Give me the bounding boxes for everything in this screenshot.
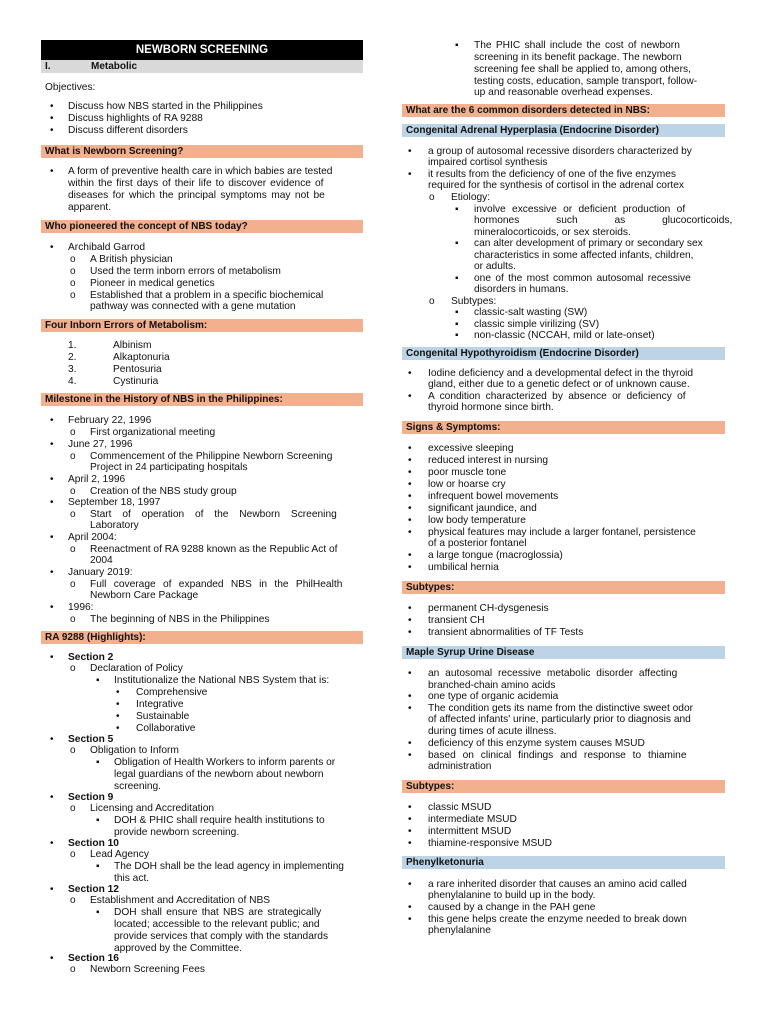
- square-bullet-icon: ▪: [455, 204, 459, 215]
- symptom-item: reduced interest in nursing: [428, 455, 549, 466]
- cah-subtype: classic-salt wasting (SW): [474, 307, 588, 318]
- bullet-icon: •: [116, 711, 120, 722]
- section-header-metabolic: [41, 60, 363, 73]
- header-msud: Maple Syrup Urine Disease: [402, 646, 725, 659]
- bullet-icon: •: [408, 479, 412, 490]
- header-pioneer: Who pioneered the concept of NBS today?: [41, 220, 363, 233]
- phic-line: screening fee shall be applied to, among others,: [474, 64, 691, 75]
- pioneer-fact: pathway was connected with a gene mutation: [90, 301, 296, 312]
- inborn-number: 1.: [68, 340, 77, 351]
- bullet-icon: •: [408, 691, 412, 702]
- header-what-is-nbs: What is Newborn Screening?: [41, 145, 363, 158]
- sub-bullet-icon: o: [70, 745, 76, 756]
- etiology-line: disorders in humans.: [474, 284, 569, 295]
- section-5-detail: legal guardians of the newborn about newborn: [114, 769, 324, 780]
- ch-line: gland, either due to a genetic defect or of unknown cause.: [428, 379, 690, 390]
- section-2-detail: Institutionalize the National NBS System that is:: [114, 675, 330, 686]
- header-six-disorders: What are the 6 common disorders detected in NBS:: [402, 104, 725, 117]
- inborn-number: 2.: [68, 352, 77, 363]
- msud-subtype: intermediate MSUD: [428, 814, 517, 825]
- sub-bullet-icon: o: [70, 544, 76, 555]
- msud-line: one type of organic acidemia: [428, 691, 559, 702]
- bullet-icon: •: [50, 101, 54, 112]
- msud-subtype: thiamine-responsive MSUD: [428, 838, 552, 849]
- inborn-number: 3.: [68, 364, 77, 375]
- square-bullet-icon: ▪: [96, 907, 100, 918]
- inborn-item: Cystinuria: [113, 376, 159, 387]
- bullet-icon: •: [408, 169, 412, 180]
- pku-line: a rare inherited disorder that causes an amino acid called: [428, 879, 687, 890]
- bullet-icon: •: [50, 884, 54, 895]
- objective-item: Discuss highlights of RA 9288: [68, 113, 203, 124]
- cah-line: impaired cortisol synthesis: [428, 157, 548, 168]
- section-12-detail: approved by the Committee.: [114, 943, 242, 954]
- bullet-icon: •: [408, 668, 412, 679]
- header-ch-subtypes: Subtypes:: [402, 581, 725, 594]
- symptom-item: low body temperature: [428, 515, 526, 526]
- milestone-event: First organizational meeting: [90, 427, 216, 438]
- symptom-item: poor muscle tone: [428, 467, 507, 478]
- bullet-icon: •: [50, 532, 54, 543]
- sub-bullet-icon: o: [70, 803, 76, 814]
- pioneer-fact: Used the term inborn errors of metabolism: [90, 266, 281, 277]
- bullet-icon: •: [50, 113, 54, 124]
- bullet-icon: •: [408, 914, 412, 925]
- section-10-detail: this act.: [114, 873, 150, 884]
- symptom-item: a large tongue (macroglossia): [428, 550, 563, 561]
- sub-bullet-icon: o: [70, 486, 76, 497]
- objective-item: Discuss how NBS started in the Philippines: [68, 101, 263, 112]
- cah-subtype: classic simple virilizing (SV): [474, 319, 600, 330]
- section-5-title: Section 5: [68, 734, 114, 745]
- ch-line: thyroid hormone since birth.: [428, 402, 554, 413]
- sub-bullet-icon: o: [70, 451, 76, 462]
- sub-bullet-icon: o: [70, 427, 76, 438]
- bullet-icon: •: [408, 527, 412, 538]
- bullet-icon: •: [408, 562, 412, 573]
- sub-bullet-icon: o: [70, 509, 76, 520]
- document-title: NEWBORN SCREENING: [41, 40, 363, 60]
- sub-bullet-icon: o: [429, 192, 435, 203]
- sub-bullet-icon: o: [70, 663, 76, 674]
- inborn-number: 4.: [68, 376, 77, 387]
- etiology-line: can alter development of primary or secondary sex: [474, 238, 703, 249]
- square-bullet-icon: ▪: [455, 273, 459, 284]
- bullet-icon: •: [408, 603, 412, 614]
- bullet-icon: •: [408, 703, 412, 714]
- inborn-item: Pentosuria: [113, 364, 162, 375]
- header-ra9288: RA 9288 (Highlights):: [41, 631, 363, 644]
- milestone-date: April 2004:: [68, 532, 117, 543]
- section-2-sub: Declaration of Policy: [90, 663, 183, 674]
- inborn-item: Alkaptonuria: [113, 352, 170, 363]
- bullet-icon: •: [50, 166, 54, 177]
- bullet-icon: •: [50, 242, 54, 253]
- etiology-label: Etiology:: [451, 192, 491, 203]
- msud-line: during times of acute illness.: [428, 726, 557, 737]
- bullet-icon: •: [50, 474, 54, 485]
- ch-line: A condition characterized by absence or deficiency of: [428, 391, 686, 402]
- bullet-icon: •: [408, 467, 412, 478]
- objective-item: Discuss different disorders: [68, 125, 188, 136]
- section-5-detail: Obligation of Health Workers to inform parents or: [114, 757, 336, 768]
- phic-line: The PHIC shall include the cost of newborn: [474, 40, 680, 51]
- square-bullet-icon: ▪: [96, 815, 100, 826]
- bullet-icon: •: [408, 491, 412, 502]
- pioneer-name: Archibald Garrod: [68, 242, 146, 253]
- section-5-sub: Obligation to Inform: [90, 745, 179, 756]
- bullet-icon: •: [50, 953, 54, 964]
- milestone-event: Newborn Care Package: [90, 590, 199, 601]
- section-16-title: Section 16: [68, 953, 119, 964]
- phic-line: screening in its benefit package. The newborn: [474, 52, 682, 63]
- policy-item: Comprehensive: [136, 687, 208, 698]
- msud-subtype: classic MSUD: [428, 802, 492, 813]
- symptom-item: excessive sleeping: [428, 443, 514, 454]
- bullet-icon: •: [50, 125, 54, 136]
- bullet-icon: •: [408, 550, 412, 561]
- inborn-item: Albinism: [113, 340, 152, 351]
- square-bullet-icon: ▪: [455, 40, 459, 51]
- section-12-title: Section 12: [68, 884, 119, 895]
- header-cah: Congenital Adrenal Hyperplasia (Endocrine Disorder): [402, 124, 725, 137]
- bullet-icon: •: [408, 443, 412, 454]
- cah-line: required for the synthesis of cortisol in the adrenal cortex: [428, 180, 684, 191]
- section-12-detail: DOH shall ensure that NBS are strategically: [114, 907, 322, 918]
- sub-bullet-icon: o: [429, 296, 435, 307]
- definition-line: diseases for which the principal symptoms may not be: [68, 190, 325, 201]
- phic-line: up and reasonable overhead expenses.: [474, 87, 653, 98]
- etiology-line: or adults.: [474, 261, 516, 272]
- square-bullet-icon: ▪: [96, 675, 100, 686]
- pku-line: caused by a change in the PAH gene: [428, 902, 596, 913]
- bullet-icon: •: [408, 750, 412, 761]
- ch-subtype: transient abnormalities of TF Tests: [428, 627, 584, 638]
- pioneer-fact: A British physician: [90, 254, 173, 265]
- definition-line: apparent.: [68, 202, 112, 213]
- phic-line: testing costs, education, sample transport, follow-: [474, 76, 698, 87]
- subtypes-label: Subtypes:: [451, 296, 497, 307]
- sub-bullet-icon: o: [70, 895, 76, 906]
- bullet-icon: •: [408, 814, 412, 825]
- square-bullet-icon: ▪: [455, 330, 459, 341]
- section-5-detail: screening.: [114, 781, 162, 792]
- milestone-event: Commencement of the Philippine Newborn Screening: [90, 451, 333, 462]
- symptom-item: umbilical hernia: [428, 562, 499, 573]
- etiology-line: hormones such as glucocorticoids,: [474, 215, 733, 226]
- sub-bullet-icon: o: [70, 579, 76, 590]
- section-10-title: Section 10: [68, 838, 119, 849]
- square-bullet-icon: ▪: [455, 319, 459, 330]
- bullet-icon: •: [408, 826, 412, 837]
- section-12-detail: provide services that comply with the standards: [114, 931, 329, 942]
- bullet-icon: •: [408, 368, 412, 379]
- bullet-icon: •: [116, 687, 120, 698]
- bullet-icon: •: [408, 515, 412, 526]
- milestone-date: June 27, 1996: [68, 439, 133, 450]
- bullet-icon: •: [50, 734, 54, 745]
- msud-line: deficiency of this enzyme system causes MSUD: [428, 738, 645, 749]
- msud-line: administration: [428, 761, 492, 772]
- bullet-icon: •: [408, 391, 412, 402]
- milestone-date: January 2019:: [68, 567, 133, 578]
- bullet-icon: •: [50, 602, 54, 613]
- section-9-title: Section 9: [68, 792, 114, 803]
- section-label: Metabolic: [91, 61, 138, 72]
- bullet-icon: •: [50, 415, 54, 426]
- square-bullet-icon: ▪: [96, 757, 100, 768]
- etiology-line: one of the most common autosomal recessive: [474, 273, 691, 284]
- section-9-detail: provide newborn screening.: [114, 827, 240, 838]
- symptom-item: of a posterior fontanel: [428, 538, 527, 549]
- bullet-icon: •: [50, 439, 54, 450]
- milestone-date: April 2, 1996: [68, 474, 126, 485]
- section-9-detail: DOH & PHIC shall require health institutions to: [114, 815, 325, 826]
- bullet-icon: •: [408, 838, 412, 849]
- square-bullet-icon: ▪: [455, 238, 459, 249]
- section-number: I.: [45, 61, 51, 72]
- bullet-icon: •: [408, 615, 412, 626]
- pioneer-fact: Pioneer in medical genetics: [90, 278, 215, 289]
- etiology-line: involve excessive or deficient production of: [474, 204, 686, 215]
- bullet-icon: •: [50, 497, 54, 508]
- cah-line: a group of autosomal recessive disorders characterized by: [428, 146, 692, 157]
- definition-line: A form of preventive health care in which babies are tested: [68, 166, 333, 177]
- sub-bullet-icon: o: [70, 290, 76, 301]
- milestone-date: September 18, 1997: [68, 497, 161, 508]
- section-12-sub: Establishment and Accreditation of NBS: [90, 895, 271, 906]
- policy-item: Integrative: [136, 699, 184, 710]
- bullet-icon: •: [116, 699, 120, 710]
- objectives-label: Objectives:: [45, 82, 96, 93]
- bullet-icon: •: [408, 627, 412, 638]
- ch-subtype: transient CH: [428, 615, 485, 626]
- header-signs-symptoms: Signs & Symptoms:: [402, 421, 725, 434]
- milestone-event: Project in 24 participating hospitals: [90, 462, 248, 473]
- bullet-icon: •: [50, 838, 54, 849]
- etiology-line: mineralocorticoids, or sex steroids.: [474, 227, 631, 238]
- sub-bullet-icon: o: [70, 254, 76, 265]
- header-pku: Phenylketonuria: [402, 856, 725, 869]
- square-bullet-icon: ▪: [96, 861, 100, 872]
- msud-line: The condition gets its name from the distinctive sweet odor: [428, 703, 694, 714]
- bullet-icon: •: [408, 503, 412, 514]
- ch-line: Iodine deficiency and a developmental defect in the thyroid: [428, 368, 694, 379]
- milestone-event: Full coverage of expanded NBS in the PhilHealth: [90, 579, 343, 590]
- policy-item: Collaborative: [136, 723, 196, 734]
- milestone-event: Start of operation of the Newborn Screening: [90, 509, 337, 520]
- milestone-event: The beginning of NBS in the Philippines: [90, 614, 270, 625]
- pioneer-fact: Established that a problem in a specific biochemical: [90, 290, 324, 301]
- header-msud-subtypes: Subtypes:: [402, 780, 725, 793]
- bullet-icon: •: [116, 723, 120, 734]
- msud-line: branched-chain amino acids: [428, 680, 556, 691]
- symptom-item: low or hoarse cry: [428, 479, 506, 490]
- bullet-icon: •: [408, 738, 412, 749]
- definition-line: within the first days of their life to discover evidence of: [68, 178, 324, 189]
- symptom-item: infrequent bowel movements: [428, 491, 559, 502]
- section-2-title: Section 2: [68, 652, 114, 663]
- bullet-icon: •: [50, 567, 54, 578]
- header-milestone: Milestone in the History of NBS in the Philippines:: [41, 393, 363, 406]
- bullet-icon: •: [408, 455, 412, 466]
- sub-bullet-icon: o: [70, 849, 76, 860]
- header-inborn-errors: Four Inborn Errors of Metabolism:: [41, 319, 363, 332]
- msud-line: based on clinical findings and response to thiamine: [428, 750, 687, 761]
- square-bullet-icon: ▪: [455, 307, 459, 318]
- bullet-icon: •: [408, 146, 412, 157]
- cah-line: it results from the deficiency of one of the five enzymes: [428, 169, 677, 180]
- pku-line: phenylalanine: [428, 925, 491, 936]
- milestone-event: Creation of the NBS study group: [90, 486, 237, 497]
- section-16-sub: Newborn Screening Fees: [90, 964, 205, 975]
- milestone-event: Reenactment of RA 9288 known as the Republic Act of: [90, 544, 338, 555]
- sub-bullet-icon: o: [70, 614, 76, 625]
- bullet-icon: •: [50, 652, 54, 663]
- etiology-line: characteristics in some affected infants, children,: [474, 250, 694, 261]
- milestone-event: 2004: [90, 555, 113, 566]
- symptom-item: physical features may include a larger fontanel, persistence: [428, 527, 696, 538]
- milestone-date: 1996:: [68, 602, 94, 613]
- msud-line: an autosomal recessive metabolic disorder affecting: [428, 668, 678, 679]
- bullet-icon: •: [50, 792, 54, 803]
- policy-item: Sustainable: [136, 711, 190, 722]
- sub-bullet-icon: o: [70, 266, 76, 277]
- bullet-icon: •: [408, 902, 412, 913]
- bullet-icon: •: [408, 879, 412, 890]
- milestone-event: Laboratory: [90, 520, 139, 531]
- msud-line: of affected infants' urine, particularly prior to diagnosis and: [428, 714, 691, 725]
- section-12-detail: located; accessible to the relevant public; and: [114, 919, 320, 930]
- header-ch: Congenital Hypothyroidism (Endocrine Disorder): [402, 347, 725, 360]
- pku-line: phenylalanine to build up in the body.: [428, 890, 596, 901]
- cah-subtype: non-classic (NCCAH, mild or late-onset): [474, 330, 655, 341]
- msud-subtype: intermittent MSUD: [428, 826, 512, 837]
- symptom-item: significant jaundice, and: [428, 503, 537, 514]
- bullet-icon: •: [408, 802, 412, 813]
- sub-bullet-icon: o: [70, 964, 76, 975]
- pku-line: this gene helps create the enzyme needed to break down: [428, 914, 687, 925]
- section-10-detail: The DOH shall be the lead agency in implementing: [114, 861, 344, 872]
- section-9-sub: Licensing and Accreditation: [90, 803, 215, 814]
- ch-subtype: permanent CH-dysgenesis: [428, 603, 549, 614]
- milestone-date: February 22, 1996: [68, 415, 152, 426]
- section-10-sub: Lead Agency: [90, 849, 149, 860]
- sub-bullet-icon: o: [70, 278, 76, 289]
